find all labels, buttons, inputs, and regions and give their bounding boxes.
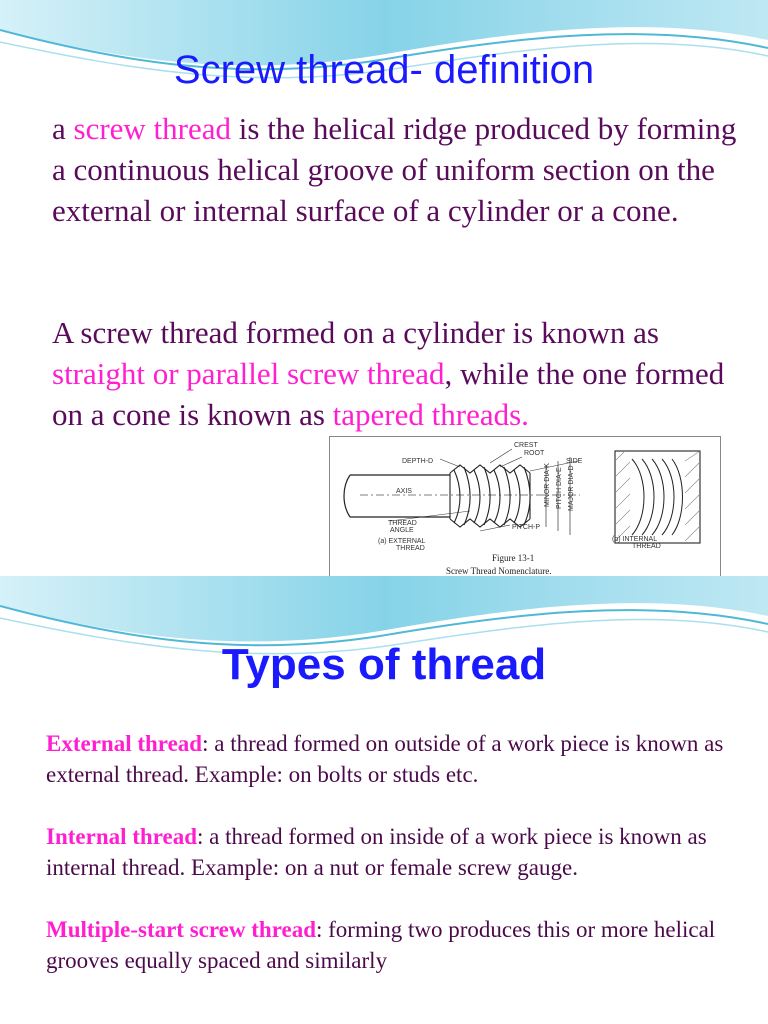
para1-lead: a [52,111,74,146]
external-label-1: (a) EXTERNAL [378,538,426,545]
thread-nomenclature-figure [329,436,721,576]
term-internal-thread: Internal thread [46,824,197,849]
external-label-2: THREAD [396,545,425,552]
para2-lead: A screw thread formed on a cylinder is known as [52,315,659,350]
multiple-start-description: : forming two produces this or more helical grooves equally spaced and similarly [46,917,716,973]
internal-thread-description: : a thread formed on inside of a work piece is known as internal thread. Example: on a nut or female screw gauge. [46,824,707,880]
definition-paragraph [52,108,742,231]
term-straight-parallel: straight or parallel screw thread [52,356,445,391]
external-thread-description: : a thread formed on outside of a work piece is known as external thread. Example: on bolts or studs etc. [46,731,724,787]
thread-angle-label-2: ANGLE [390,527,414,534]
figure-caption-title: Screw Thread Nomenclature. [446,566,552,576]
minor-dia-label: MINOR DIA-K [544,463,551,507]
major-dia-label: MAJOR DIA-D [568,465,575,511]
straight-tapered-paragraph [52,312,742,435]
crest-label: CREST [514,442,538,449]
thread-types-list [46,728,736,976]
pitch-dia-label: PITCH DIA-E [556,467,563,509]
internal-label-2: THREAD [632,543,661,550]
figure-caption-number: Figure 13-1 [492,553,535,563]
slide-title: Types of thread [221,640,547,689]
term-screw-thread: screw thread [73,111,232,146]
thread-diagram [330,437,720,576]
term-external-thread: External thread [46,731,203,756]
slide-title: Screw thread- definition [173,48,595,92]
list-item-multiple-start [46,914,736,976]
root-label: ROOT [524,450,545,457]
list-item-internal [46,821,736,883]
thread-angle-label-1: THREAD [388,520,417,527]
internal-label-1: (b) INTERNAL [612,536,658,543]
term-multiple-start: Multiple-start screw thread [46,917,316,942]
list-item-external [46,728,736,790]
pitch-label: PITCH-P [512,524,540,531]
axis-label: AXIS [396,488,412,495]
para2-mid: , while the one formed on a cone is known as [52,356,725,432]
slide-types-of-thread [0,576,768,1024]
depth-label: DEPTH-D [402,458,434,465]
side-label: SIDE [566,458,583,465]
term-tapered: tapered threads. [332,397,529,432]
para1-rest: is the helical ridge produced by forming a continuous helical groove of uniform section on the external or internal surface of a cylinder or a cone. [52,111,737,228]
